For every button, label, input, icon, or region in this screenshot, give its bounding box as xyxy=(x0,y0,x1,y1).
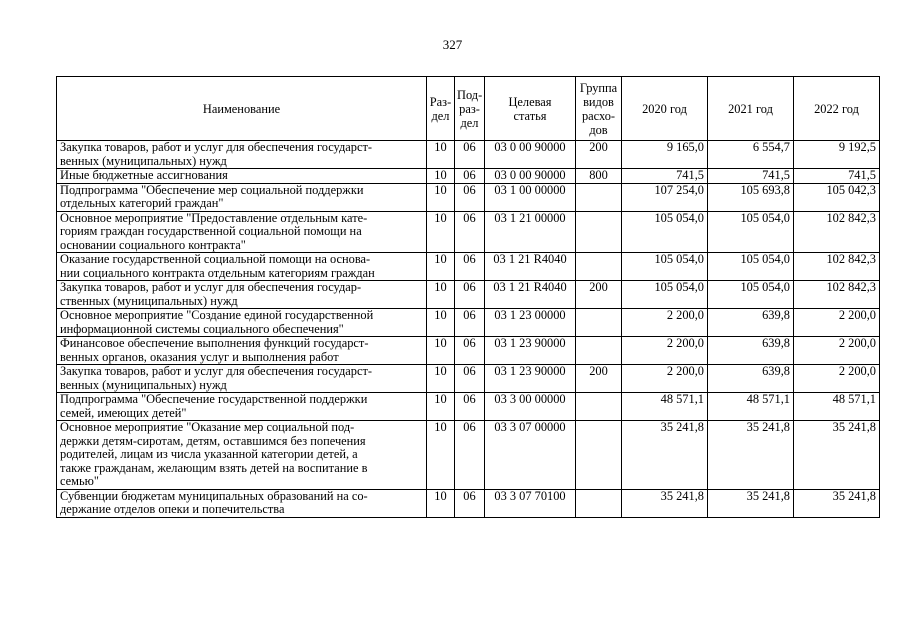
row-2021-cell: 35 241,8 xyxy=(708,421,794,490)
row-2021-cell: 639,8 xyxy=(708,337,794,365)
table-row xyxy=(57,489,880,517)
row-2021-cell: 741,5 xyxy=(708,169,794,184)
row-2022-cell: 102 842,3 xyxy=(794,281,880,309)
row-name-cell: Подпрограмма "Обеспечение мер социальной поддержки отдельных категорий граждан" xyxy=(57,183,427,211)
row-razdel-cell: 10 xyxy=(427,169,455,184)
row-razdel-cell: 10 xyxy=(427,141,455,169)
table-row xyxy=(57,337,880,365)
row-name-cell: Закупка товаров, работ и услуг для обеспечения государст- венных (муниципальных) нужд xyxy=(57,365,427,393)
row-razdel-cell: 10 xyxy=(427,365,455,393)
header-name: Наименование xyxy=(57,77,427,141)
row-podrazdel-cell: 06 xyxy=(455,421,485,490)
table-body xyxy=(57,141,880,518)
table-row xyxy=(57,393,880,421)
row-name-cell: Оказание государственной социальной помощи на основа- нии социального контракта отдельным категориям граждан xyxy=(57,253,427,281)
row-2022-cell: 35 241,8 xyxy=(794,489,880,517)
row-group-cell: 800 xyxy=(576,169,622,184)
row-2021-cell: 48 571,1 xyxy=(708,393,794,421)
budget-table xyxy=(56,76,880,518)
header-2022: 2022 год xyxy=(794,77,880,141)
row-2022-cell: 35 241,8 xyxy=(794,421,880,490)
row-2020-cell: 9 165,0 xyxy=(622,141,708,169)
row-podrazdel-cell: 06 xyxy=(455,211,485,253)
row-group-cell xyxy=(576,489,622,517)
row-target-cell: 03 1 23 90000 xyxy=(485,337,576,365)
header-2021: 2021 год xyxy=(708,77,794,141)
row-target-cell: 03 1 23 90000 xyxy=(485,365,576,393)
row-name-cell: Иные бюджетные ассигнования xyxy=(57,169,427,184)
table-row xyxy=(57,169,880,184)
row-2022-cell: 741,5 xyxy=(794,169,880,184)
row-name-cell: Основное мероприятие "Оказание мер социальной под- держки детям-сиротам, детям, оставшимся без попечения родителей, лицам из числа указанной категории детей, а также гражданам, желающим взять детей на воспитание в семью" xyxy=(57,421,427,490)
row-2021-cell: 639,8 xyxy=(708,309,794,337)
row-razdel-cell: 10 xyxy=(427,337,455,365)
table-row xyxy=(57,211,880,253)
row-razdel-cell: 10 xyxy=(427,281,455,309)
row-name-cell: Основное мероприятие "Создание единой государственной информационной системы социального обеспечения" xyxy=(57,309,427,337)
row-group-cell xyxy=(576,211,622,253)
row-group-cell xyxy=(576,309,622,337)
table-row xyxy=(57,281,880,309)
row-podrazdel-cell: 06 xyxy=(455,281,485,309)
row-2020-cell: 2 200,0 xyxy=(622,365,708,393)
row-razdel-cell: 10 xyxy=(427,309,455,337)
row-podrazdel-cell: 06 xyxy=(455,141,485,169)
row-target-cell: 03 1 21 R4040 xyxy=(485,281,576,309)
row-2020-cell: 107 254,0 xyxy=(622,183,708,211)
header-razdel: Раз- дел xyxy=(427,77,455,141)
row-2021-cell: 6 554,7 xyxy=(708,141,794,169)
row-target-cell: 03 3 07 00000 xyxy=(485,421,576,490)
row-target-cell: 03 0 00 90000 xyxy=(485,169,576,184)
table-header-row xyxy=(57,77,880,141)
row-razdel-cell: 10 xyxy=(427,489,455,517)
row-razdel-cell: 10 xyxy=(427,393,455,421)
row-name-cell: Закупка товаров, работ и услуг для обеспечения государст- венных (муниципальных) нужд xyxy=(57,141,427,169)
table-row xyxy=(57,253,880,281)
row-target-cell: 03 0 00 90000 xyxy=(485,141,576,169)
row-group-cell xyxy=(576,393,622,421)
table-row xyxy=(57,421,880,490)
row-podrazdel-cell: 06 xyxy=(455,253,485,281)
row-name-cell: Основное мероприятие "Предоставление отдельным кате- гориям граждан государственной социальной помощи на основании социального контракта" xyxy=(57,211,427,253)
row-razdel-cell: 10 xyxy=(427,253,455,281)
row-2021-cell: 35 241,8 xyxy=(708,489,794,517)
row-2022-cell: 2 200,0 xyxy=(794,309,880,337)
row-2022-cell: 102 842,3 xyxy=(794,211,880,253)
table-row xyxy=(57,183,880,211)
row-target-cell: 03 1 21 R4040 xyxy=(485,253,576,281)
page-number: 327 xyxy=(442,37,463,52)
row-podrazdel-cell: 06 xyxy=(455,169,485,184)
row-podrazdel-cell: 06 xyxy=(455,337,485,365)
row-group-cell: 200 xyxy=(576,141,622,169)
row-group-cell xyxy=(576,421,622,490)
row-podrazdel-cell: 06 xyxy=(455,309,485,337)
row-group-cell xyxy=(576,183,622,211)
row-2022-cell: 48 571,1 xyxy=(794,393,880,421)
table-row xyxy=(57,365,880,393)
row-2021-cell: 105 054,0 xyxy=(708,253,794,281)
row-2021-cell: 105 054,0 xyxy=(708,281,794,309)
row-2021-cell: 105 693,8 xyxy=(708,183,794,211)
row-2022-cell: 102 842,3 xyxy=(794,253,880,281)
row-razdel-cell: 10 xyxy=(427,421,455,490)
row-podrazdel-cell: 06 xyxy=(455,183,485,211)
row-group-cell xyxy=(576,253,622,281)
table-row xyxy=(57,141,880,169)
row-group-cell: 200 xyxy=(576,281,622,309)
row-name-cell: Субвенции бюджетам муниципальных образований на со- держание отделов опеки и попечительства xyxy=(57,489,427,517)
row-2020-cell: 2 200,0 xyxy=(622,337,708,365)
header-target: Целевая статья xyxy=(485,77,576,141)
row-target-cell: 03 1 23 00000 xyxy=(485,309,576,337)
row-group-cell xyxy=(576,337,622,365)
row-2020-cell: 48 571,1 xyxy=(622,393,708,421)
row-razdel-cell: 10 xyxy=(427,183,455,211)
row-2020-cell: 741,5 xyxy=(622,169,708,184)
row-2021-cell: 105 054,0 xyxy=(708,211,794,253)
row-target-cell: 03 1 21 00000 xyxy=(485,211,576,253)
row-2020-cell: 35 241,8 xyxy=(622,421,708,490)
row-2020-cell: 105 054,0 xyxy=(622,281,708,309)
row-2022-cell: 9 192,5 xyxy=(794,141,880,169)
row-podrazdel-cell: 06 xyxy=(455,365,485,393)
row-podrazdel-cell: 06 xyxy=(455,393,485,421)
row-name-cell: Закупка товаров, работ и услуг для обеспечения государ- ственных (муниципальных) нужд xyxy=(57,281,427,309)
row-name-cell: Подпрограмма "Обеспечение государственной поддержки семей, имеющих детей" xyxy=(57,393,427,421)
row-podrazdel-cell: 06 xyxy=(455,489,485,517)
row-group-cell: 200 xyxy=(576,365,622,393)
table-row xyxy=(57,309,880,337)
row-2022-cell: 2 200,0 xyxy=(794,365,880,393)
row-target-cell: 03 1 00 00000 xyxy=(485,183,576,211)
header-podrazdel: Под- раз- дел xyxy=(455,77,485,141)
row-2020-cell: 105 054,0 xyxy=(622,253,708,281)
header-2020: 2020 год xyxy=(622,77,708,141)
row-target-cell: 03 3 07 70100 xyxy=(485,489,576,517)
header-group: Группа видов расхо- дов xyxy=(576,77,622,141)
row-2020-cell: 35 241,8 xyxy=(622,489,708,517)
row-2022-cell: 105 042,3 xyxy=(794,183,880,211)
row-2021-cell: 639,8 xyxy=(708,365,794,393)
row-name-cell: Финансовое обеспечение выполнения функций государст- венных органов, оказания услуг и выполнения работ xyxy=(57,337,427,365)
row-2020-cell: 2 200,0 xyxy=(622,309,708,337)
row-target-cell: 03 3 00 00000 xyxy=(485,393,576,421)
row-razdel-cell: 10 xyxy=(427,211,455,253)
row-2022-cell: 2 200,0 xyxy=(794,337,880,365)
row-2020-cell: 105 054,0 xyxy=(622,211,708,253)
